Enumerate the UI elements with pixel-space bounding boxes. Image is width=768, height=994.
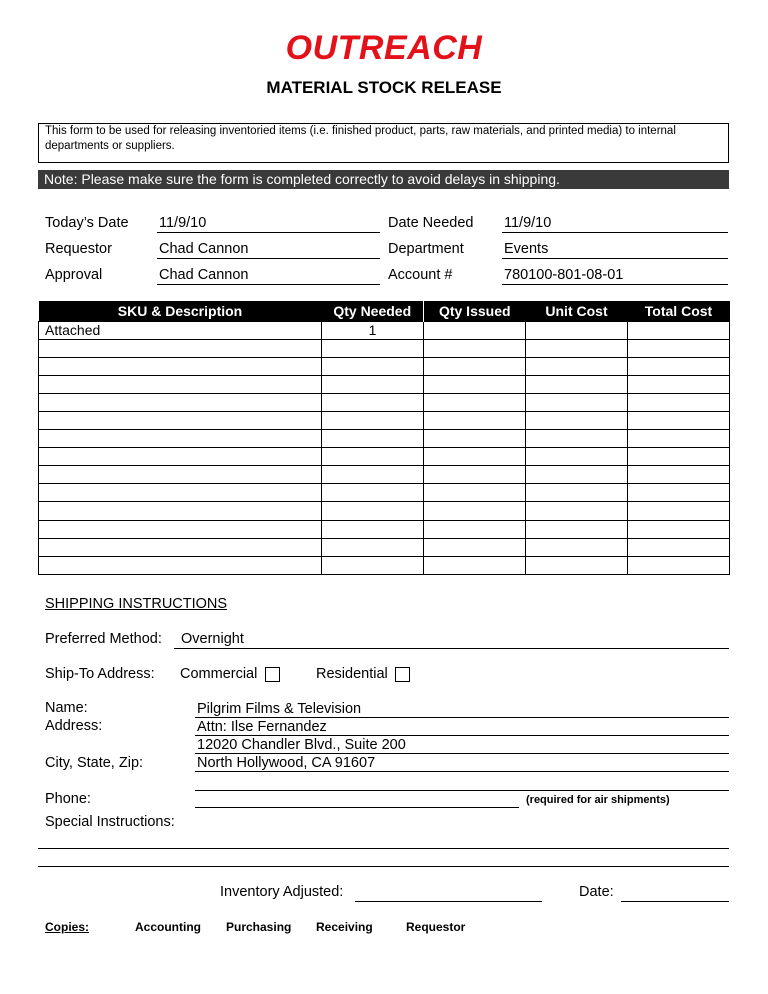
- table-cell[interactable]: [322, 411, 424, 429]
- table-cell[interactable]: [424, 502, 526, 520]
- table-cell[interactable]: 1: [322, 321, 424, 339]
- table-cell[interactable]: [526, 538, 628, 556]
- table-cell[interactable]: [39, 375, 322, 393]
- table-cell[interactable]: [39, 357, 322, 375]
- table-cell[interactable]: [424, 321, 526, 339]
- table-row: [39, 520, 730, 538]
- commercial-checkbox[interactable]: [265, 667, 280, 682]
- account-label: Account #: [388, 267, 453, 283]
- table-cell[interactable]: [39, 502, 322, 520]
- special-instructions-line-2[interactable]: [38, 849, 729, 867]
- phone-note: (required for air shipments): [526, 794, 670, 806]
- table-cell[interactable]: [424, 448, 526, 466]
- table-cell[interactable]: [628, 393, 730, 411]
- inventory-adjusted-label: Inventory Adjusted:: [220, 884, 344, 900]
- table-cell[interactable]: [628, 357, 730, 375]
- date-field[interactable]: [621, 884, 729, 902]
- table-cell[interactable]: [424, 357, 526, 375]
- phone-label: Phone:: [45, 791, 91, 807]
- table-cell[interactable]: [628, 502, 730, 520]
- table-cell[interactable]: [424, 556, 526, 574]
- address-line-1[interactable]: Pilgrim Films & Television: [195, 700, 729, 718]
- items-table: [38, 301, 730, 575]
- table-row: [39, 556, 730, 574]
- col-header-qty-needed: Qty Needed: [322, 301, 424, 321]
- table-cell[interactable]: [322, 393, 424, 411]
- department-label: Department: [388, 241, 464, 257]
- table-cell[interactable]: [322, 520, 424, 538]
- approval-field[interactable]: Chad Cannon: [157, 266, 380, 285]
- table-cell[interactable]: [322, 448, 424, 466]
- table-cell[interactable]: [424, 430, 526, 448]
- table-cell[interactable]: [526, 375, 628, 393]
- col-header-qty-issued: Qty Issued: [424, 301, 526, 321]
- table-cell[interactable]: [526, 393, 628, 411]
- table-cell[interactable]: [526, 520, 628, 538]
- table-row: [39, 411, 730, 429]
- address-line-3[interactable]: 12020 Chandler Blvd., Suite 200: [195, 736, 729, 754]
- table-cell[interactable]: [39, 430, 322, 448]
- table-cell[interactable]: [424, 520, 526, 538]
- table-row: [39, 448, 730, 466]
- table-cell[interactable]: [39, 556, 322, 574]
- todays-date-field[interactable]: 11/9/10: [157, 214, 380, 233]
- table-cell[interactable]: [424, 411, 526, 429]
- table-cell[interactable]: [39, 393, 322, 411]
- table-row: [39, 375, 730, 393]
- table-cell[interactable]: [628, 448, 730, 466]
- table-cell[interactable]: [628, 411, 730, 429]
- department-field[interactable]: Events: [502, 240, 728, 259]
- table-row: [39, 393, 730, 411]
- table-cell[interactable]: [526, 484, 628, 502]
- table-cell[interactable]: [628, 321, 730, 339]
- name-label: Name:: [45, 700, 88, 716]
- phone-field[interactable]: [195, 790, 519, 808]
- special-instructions-label: Special Instructions:: [45, 814, 175, 830]
- table-cell[interactable]: [424, 466, 526, 484]
- note-bar: Note: Please make sure the form is completed correctly to avoid delays in shipping.: [38, 170, 729, 189]
- table-row: [39, 502, 730, 520]
- table-cell[interactable]: [39, 538, 322, 556]
- table-row: [39, 339, 730, 357]
- table-cell[interactable]: [39, 448, 322, 466]
- table-cell[interactable]: Attached: [39, 321, 322, 339]
- address-line-4[interactable]: North Hollywood, CA 91607: [195, 754, 729, 772]
- preferred-method-field[interactable]: Overnight: [174, 630, 729, 649]
- table-row: [39, 538, 730, 556]
- extra-address-line[interactable]: [195, 772, 729, 791]
- special-instructions-field[interactable]: [38, 831, 729, 849]
- account-field[interactable]: 780100-801-08-01: [502, 266, 728, 285]
- intro-text-box: [38, 123, 729, 163]
- todays-date-label: Today’s Date: [45, 215, 129, 231]
- table-row: [39, 321, 730, 339]
- col-header-sku: SKU & Description: [39, 301, 322, 321]
- table-cell[interactable]: [628, 430, 730, 448]
- copy-receiving: Receiving: [316, 920, 373, 934]
- table-cell[interactable]: [628, 484, 730, 502]
- table-cell[interactable]: [424, 393, 526, 411]
- approval-label: Approval: [45, 267, 103, 283]
- table-cell[interactable]: [322, 375, 424, 393]
- col-header-total-cost: Total Cost: [628, 301, 730, 321]
- table-cell[interactable]: [526, 357, 628, 375]
- address-label: Address:: [45, 718, 103, 734]
- city-state-zip-label: City, State, Zip:: [45, 755, 144, 771]
- commercial-label: Commercial: [180, 666, 258, 682]
- table-cell[interactable]: [628, 556, 730, 574]
- ship-to-label: Ship-To Address:: [45, 666, 155, 682]
- date-label: Date:: [579, 884, 614, 900]
- table-cell[interactable]: [526, 430, 628, 448]
- table-cell[interactable]: [322, 430, 424, 448]
- copy-accounting: Accounting: [135, 920, 201, 934]
- table-cell[interactable]: [39, 411, 322, 429]
- table-cell[interactable]: [424, 484, 526, 502]
- requestor-field[interactable]: Chad Cannon: [157, 240, 380, 259]
- residential-label: Residential: [316, 666, 388, 682]
- table-cell[interactable]: [424, 538, 526, 556]
- table-cell[interactable]: [322, 339, 424, 357]
- table-cell[interactable]: [322, 556, 424, 574]
- table-cell[interactable]: [424, 339, 526, 357]
- table-cell[interactable]: [526, 339, 628, 357]
- copy-purchasing: Purchasing: [226, 920, 292, 934]
- form-title: MATERIAL STOCK RELEASE: [266, 78, 502, 97]
- table-row: [39, 466, 730, 484]
- copy-requestor: Requestor: [406, 920, 466, 934]
- residential-checkbox[interactable]: [395, 667, 410, 682]
- table-cell[interactable]: [322, 466, 424, 484]
- table-cell[interactable]: [39, 484, 322, 502]
- table-cell[interactable]: [628, 375, 730, 393]
- table-cell[interactable]: [39, 520, 322, 538]
- table-cell[interactable]: [526, 502, 628, 520]
- table-cell[interactable]: [526, 448, 628, 466]
- table-cell[interactable]: [526, 321, 628, 339]
- table-cell[interactable]: [628, 520, 730, 538]
- outreach-logo: OUTREACH: [285, 29, 483, 67]
- table-cell[interactable]: [526, 411, 628, 429]
- table-header-row: [39, 301, 730, 321]
- table-row: [39, 484, 730, 502]
- shipping-heading: SHIPPING INSTRUCTIONS: [45, 596, 228, 612]
- col-header-unit-cost: Unit Cost: [526, 301, 628, 321]
- copies-label: Copies:: [45, 920, 90, 934]
- table-cell[interactable]: [424, 375, 526, 393]
- table-cell[interactable]: [322, 357, 424, 375]
- table-cell[interactable]: [628, 466, 730, 484]
- inventory-adjusted-field[interactable]: [355, 884, 542, 902]
- table-cell[interactable]: [628, 538, 730, 556]
- table-cell[interactable]: [628, 339, 730, 357]
- table-cell[interactable]: [526, 466, 628, 484]
- date-needed-field[interactable]: 11/9/10: [502, 214, 728, 233]
- table-cell[interactable]: [322, 502, 424, 520]
- table-cell[interactable]: [526, 556, 628, 574]
- preferred-method-label: Preferred Method:: [45, 631, 162, 647]
- requestor-label: Requestor: [45, 241, 112, 257]
- table-cell[interactable]: [39, 466, 322, 484]
- table-cell[interactable]: [39, 339, 322, 357]
- table-cell[interactable]: [322, 538, 424, 556]
- table-row: [39, 357, 730, 375]
- table-row: [39, 430, 730, 448]
- date-needed-label: Date Needed: [388, 215, 474, 231]
- table-cell[interactable]: [322, 484, 424, 502]
- intro-text: This form to be used for releasing inventoried items (i.e. finished product, parts, raw materials, and printed media) to internal departments or suppliers.: [45, 125, 676, 152]
- address-line-2[interactable]: Attn: Ilse Fernandez: [195, 718, 729, 736]
